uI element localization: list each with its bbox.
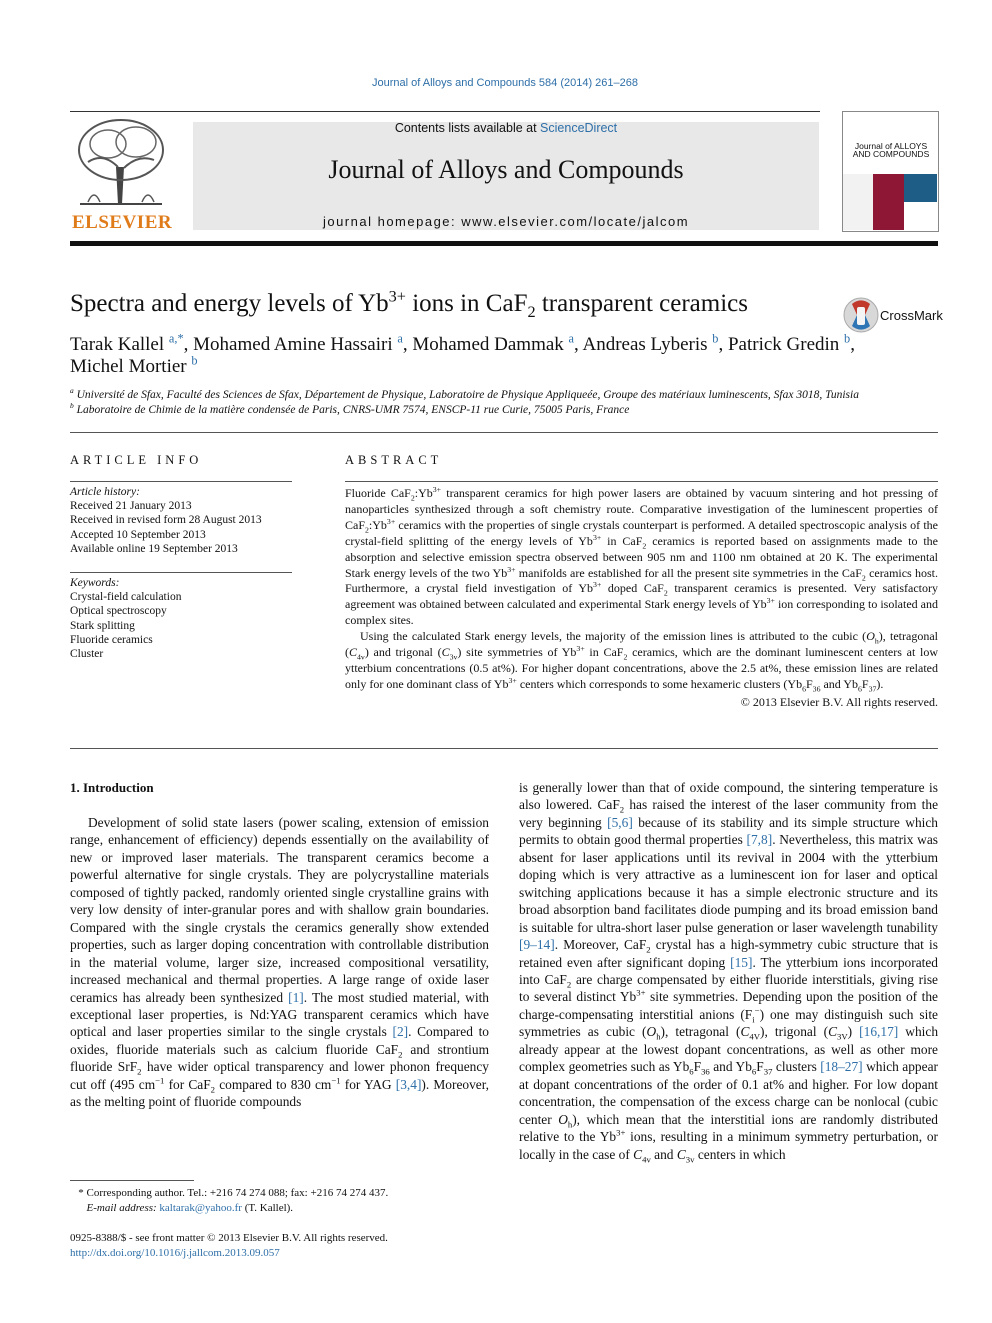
corresponding-author-footnote: * Corresponding author. Tel.: +216 74 274 088; fax: +216 74 274 437. E-mail address: kaltarak@yahoo.fr (T. Kallel). [70,1187,389,1214]
doi-link[interactable]: http://dx.doi.org/10.1016/j.jallcom.2013.09.057 [70,1246,280,1259]
journal-citation[interactable]: Journal of Alloys and Compounds 584 (2014) 261–268 [371,77,639,89]
affiliations: $^a$ Université de Sfax, Faculté des Sciences de Sfax, Département de Physique, Laboratoire de Physique Appliqueée, Groupe des matériaux luminescents, Sfax 3018, Tunisia $^b$ Laboratoire de Chimie de la matière condensée de Paris, CNRS-UMR 7574, ENSCP-11 rue Curie, 75005 Paris, France [70,386,859,416]
crossmark-label[interactable]: CrossMark [880,308,943,323]
journal-cover-thumbnail[interactable] [842,111,939,232]
body-column-left: Development of solid state lasers (power scaling, extension of emission range, enhancement of efficiency) depends essentially on the availability of new or improved laser materials. The transparent ceramics become a powerful alternative for single crystals. They are polycrystalline materials composed of tightly packed, randomly oriented single crystalline grains with very low density of inter-granular pores and with shallow grain boundaries. Compared with the single crystals the ceramics generally show extended properties, such as larger doping concentration with controllable distribution in the material volume, larger size, increased compositional versatility, increased mechanical and thermal properties. A large range of oxide laser ceramics has already been synthesized [1]. The most studied material, with exceptional laser properties, is Nd:YAG transparent ceramics which have optical and laser properties similar to the single crystals [2]. Compared to oxides, fluoride materials such as calcium fluoride CaF$_2$ and strontium fluoride SrF$_2$ have wider optical transparency and lower phonon frequency cut off (495 $cm^{-1}$ for CaF$_2$ compared to 830 $cm^{-1}$ for YAG [3,4]). Moreover, as the melting point of fluoride compounds [70,815,490,1110]
abstract-text [345,486,938,711]
elsevier-wordmark: ELSEVIER [72,212,173,233]
header-top-rule [70,111,820,112]
cover-title: Journal of ALLOYS AND COMPOUNDS [852,141,930,159]
body-column-right: is generally lower than that of oxide compound, the sintering temperature is also lowered. CaF$_2$ has raised the interest of the laser community from the very beginning [5,6] because of its stability and its simple structure which permits to obtain good thermal properties [7,8]. Nevertheless, this matrix was absent for laser applications until its revival in 2004 with the ytterbium doping which is very attractive as a luminescent ion for laser and optical switching applications because it has a simple electronic structure and its broad absorption band facilitates diode pumping and its broad emission band is suitable for ultra-short laser pulse generation or laser wavelength tunability [9–14]. Moreover, CaF$_2$ crystal has a high-symmetry cubic structure that is retained even after significant doping [15]. The ytterbium ions incorporated into CaF$_2$ are charge compensated by either fluoride interstitials, giving rise to several distinct $Yb^{3+}$ site symmetries. Depending upon the position of the charge-compensating interstitial anions $(F_i^-)$ one may distinguish such site symmetries as cubic $(O_h)$, tetragonal $(C_{4V})$, trigonal $(C_{3V})$ [16,17] which already appear at the lowest dopant concentrations, as well as other more complex geometries such as $Yb_6F_{36}$ and $Yb_6F_{37}$ clusters [18–27] which appear at dopant concentrations of the order of 0.1 at% and higher. For low dopant concentration, the compensation of the excess charge can be nonlocal (cubic center $O_h$), which mean that the interstitial ions are randomly distributed relative to the $Yb^{3+}$ ions, resulting in a minimum symmetry perturbation, or locally in the case of $C_{4v}$ and $C_{3v}$ centers in which [519,780,939,1165]
keywords-rule [70,572,292,573]
article-info-rule [70,481,292,482]
journal-title[interactable]: Journal of Alloys and Compounds [328,155,684,184]
sciencedirect-link[interactable]: ScienceDirect [540,121,618,135]
abstract-rule [345,481,938,482]
copyright-notice: © 2013 Elsevier B.V. All rights reserved. [740,694,938,709]
article-info-heading: ARTICLE INFO [70,453,203,467]
issn-block [70,1231,500,1260]
journal-homepage[interactable]: journal homepage: www.elsevier.com/locate/jalcom [322,214,690,229]
affiliation-rule [70,432,938,433]
footnote-rule [70,1180,194,1181]
issn-line: 0925-8388/$ - see front matter © 2013 Elsevier B.V. All rights reserved. [70,1232,388,1244]
contents-prefix: Contents lists available at [394,121,541,135]
section-heading-introduction: 1. Introduction [70,780,154,795]
article-title: Spectra and energy levels of $Yb^{3+}$ ions in CaF$_2$ transparent ceramics [70,287,748,321]
header-bottom-rule [70,241,938,246]
contents-line [193,121,819,135]
body-separator-rule [70,748,938,749]
cover-sidebar [843,174,873,230]
article-history: Article history: Received 21 January 2013 Received in revised form 28 August 2013 Accepted 10 September 2013 Available online 19 September 2013 [70,486,262,555]
crossmark-icon[interactable] [843,297,879,333]
cover-red-block [873,174,904,230]
abstract-paragraph-1: Fluoride $CaF_2:Yb^{3+}$ transparent ceramics for high power lasers are obtained by vacuum sintering and hot pressing of nanoparticles synthesized through a soft chemistry route. Comparative investigation of the luminescent properties of $CaF_2:Yb^{3+}$ ceramics with the properties of single crystals counterpart is performed. A detailed spectroscopic analysis of the crystal-field splitting of the energy levels of $Yb^{3+}$ in CaF$_2$ ceramics is reported based on assignments made to the absorption and selective emission spectra observed between 905 nm and 1100 nm obtained at 20 K. The experimental Stark energy levels of the two $Yb^{3+}$ manifolds are established for all the present site symmetries in the CaF$_2$ ceramics host. Furthermore, a crystal field investigation of $Yb^{3+}$ doped CaF$_2$ transparent ceramics is presented. Very satisfactory agreement was obtained between calculated and experimental Stark energy levels of $Yb^{3+}$ ion corresponding to isolated and complex sites. [345,485,939,628]
author-list: Tarak Kallel $^{a,*}$, Mohamed Amine Hassairi $^a$, Mohamed Dammak $^a$, Andreas Lyberis $^b$, Patrick Gredin $^b$, Michel Mortier $^b$ [70,331,855,377]
abstract-heading: ABSTRACT [345,453,443,467]
keywords-list: Keywords: Crystal-field calculation Optical spectroscopy Stark splitting Fluoride ceramics Cluster [70,577,182,661]
cover-blue-block [904,174,937,202]
abstract-paragraph-2: Using the calculated Stark energy levels, the majority of the emission lines is attributed to the cubic $(O_h)$, tetragonal $(C_{4v})$ and trigonal $(C_{3v})$ site symmetries of $Yb^{3+}$ in CaF$_2$ ceramics, which are the dominant luminescent centers at low ytterbium concentrations (0.5 at%). For higher dopant concentrations, above the 2.5 at%, these emission lines are related only for one dominant class of $Yb^{3+}$ centers which corresponds to some hexameric clusters ($Yb_6F_{36}$ and $Yb_6F_{37}$). [345,629,938,694]
